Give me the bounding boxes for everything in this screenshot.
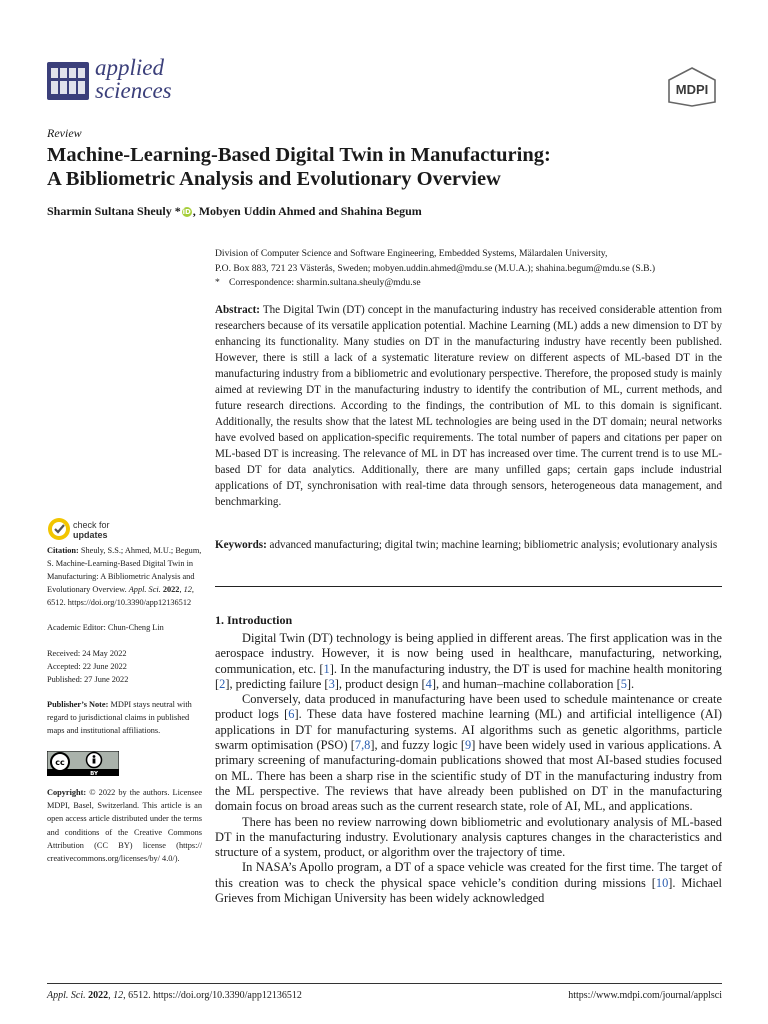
orcid-icon[interactable]: iD [182, 208, 191, 216]
abstract-label: Abstract: [215, 304, 260, 316]
footer-journal: Appl. Sci. [47, 990, 86, 1001]
cc-by-text: BY [90, 771, 98, 777]
citation-doi-link[interactable]: https://doi.org/10.3390/app12136512 [67, 598, 192, 608]
copyright-label: Copyright: [47, 788, 87, 798]
sidebar [47, 544, 202, 865]
citation-ref-3[interactable]: 3 [328, 676, 335, 691]
mdpi-logo-text: MDPI [675, 82, 709, 97]
affiliation-line-2: P.O. Box 883, 721 23 Västerås, Sweden; mobyen.uddin.ahmed@mdu.se (M.U.A.); shahina.begum@mdu.se (S.B.) [215, 262, 656, 274]
citation-ref-10[interactable]: 10 [655, 875, 669, 890]
citation-ref-4[interactable]: 4 [425, 676, 432, 691]
citation-volume: 12 [183, 585, 192, 595]
received-date: Received: 24 May 2022 [47, 648, 127, 658]
paragraph-3: There has been no review narrowing down bibliometric and evolutionary analysis of ML-based DT in the manufacturing industry. Evolutionary analysis captures changes in the characteristics and structure of a system, product, or algorithm over the trajectory of time. [215, 814, 722, 860]
footer-volume: 12 [113, 990, 124, 1001]
paragraph-4: In NASA’s Apollo program, a DT of a space vehicle was created for the first time. The target of this creation was to check the physical space vehicle’s condition during missions [10]. Michael Grieves from Michigan University has been widely acknowledged [215, 860, 722, 906]
paragraph-1: Digital Twin (DT) technology is being applied in different areas. The first application was in the aerospace industry. However, it is now being used in healthcare, manufacturing, networking, communication, etc. [1]. In the manufacturing industry, the DT is used for machine health monitoring [2], predicting failure [3], product design [4], and human–machine collaboration [5]. [215, 631, 722, 691]
cc-by-license-icon[interactable] [47, 751, 119, 776]
accepted-date: Accepted: 22 June 2022 [47, 661, 127, 671]
introduction-heading: 1. Introduction [215, 613, 293, 627]
affiliation-line-1: Division of Computer Science and Software Engineering, Embedded Systems, Mälardalen University, [215, 248, 608, 259]
check-updates-line-2: updates [73, 530, 108, 540]
citation-journal: Appl. Sci. [128, 585, 161, 595]
article-title [47, 143, 747, 191]
cc-logo-text: cc [55, 758, 65, 768]
mdpi-logo-icon [666, 67, 718, 107]
abstract [215, 302, 722, 510]
citation-label: Citation: [47, 546, 79, 555]
journal-name: applied sciences [95, 55, 172, 103]
citation: Citation: Sheuly, S.S.; Ahmed, M.U.; Begum, S. Machine-Learning-Based Digital Twin in Manufacturing: A Bibliometric Analysis and Evolutionary Overview. Appl. Sci. 2022, 12, 6512. https://doi.org/10.3390/app12136512 [47, 546, 202, 608]
citation-ref-1[interactable]: 1 [323, 661, 330, 676]
correspondence-email[interactable]: Correspondence: sharmin.sultana.sheuly@mdu.se [229, 277, 421, 288]
copyright-text: © 2022 by the authors. Licensee MDPI, Basel, Switzerland. This article is an open access article distributed under the terms and conditions of the Creative Commons Attribution (CC BY) license (https:// creativecommons.org/licenses/by/ 4.0/). [47, 788, 203, 863]
citation-text: Sheuly, S.S.; Ahmed, M.U.; Begum, S. Machine-Learning-Based Digital Twin in Manufacturing: A Bibliometric Analysis and Evolutionary Overview. [47, 546, 202, 595]
footer-journal-url[interactable]: https://www.mdpi.com/journal/applsci [568, 990, 722, 1001]
check-for-updates-icon [47, 517, 71, 541]
citation-ref-2[interactable]: 2 [219, 676, 226, 691]
keywords-text: advanced manufacturing; digital twin; machine learning; bibliometric analysis; evolutionary analysis [269, 539, 718, 551]
citation-year: 2022 [162, 585, 180, 595]
citation-ref-9[interactable]: 9 [464, 738, 472, 753]
footer-citation: Appl. Sci. 2022, 12, 6512. https://doi.org/10.3390/app12136512 [47, 990, 302, 1001]
citation-ref-5[interactable]: 5 [620, 676, 627, 691]
correspondence [215, 276, 735, 291]
publishers-note-text: MDPI stays neutral with regard to jurisdictional claims in published maps and institutional affiliations. [47, 699, 192, 736]
introduction-body [215, 631, 722, 906]
citation-ref-7-8[interactable]: 7,8 [354, 738, 371, 753]
mdpi-logo[interactable] [666, 67, 718, 107]
publishers-note-label: Publisher’s Note: [47, 699, 109, 709]
section-divider [215, 586, 722, 587]
published-date: Published: 27 June 2022 [47, 674, 129, 684]
citation-rest: , 6512. [47, 585, 194, 608]
correspondence-mark: * [215, 277, 220, 288]
keywords [215, 537, 722, 553]
publishers-note [47, 698, 202, 737]
article-type: Review [47, 126, 82, 140]
check-updates-line-1: check for [73, 520, 110, 530]
author-list [47, 204, 422, 219]
author-others[interactable]: , Mobyen Uddin Ahmed and Shahina Begum [192, 204, 422, 218]
paragraph-2: Conversely, data produced in manufacturing have been used to schedule maintenance or create product logs [6]. These data have fostered machine learning (ML) and artificial intelligence (AI) applications in DT for manufacturing systems. AI algorithms such as genetic algorithms, particle swarm optimisation (PSO) [7,8], and fuzzy logic [9] have been widely used in various applications. A primary screening of manufacturing-domain publications showed that most AI-based studies focused on ML. There has been a sharp rise in the scientific study of DT in the manufacturing industry from the ML perspective. The reviews that have already been published on DT in the manufacturing domain focus on broad areas such as the current research state, role of AI, ML, and applications. [215, 692, 722, 814]
affiliations [215, 247, 735, 291]
footer-divider [47, 983, 722, 984]
footer-year: 2022 [88, 990, 109, 1001]
citation-ref-6[interactable]: 6 [288, 707, 295, 722]
academic-editor: Academic Editor: Chun-Cheng Lin [47, 623, 164, 633]
journal-logo-icon [47, 62, 89, 100]
copyright [47, 786, 202, 865]
title-line-2: A Bibliometric Analysis and Evolutionary Overview [47, 168, 501, 190]
author-primary[interactable]: Sharmin Sultana Sheuly * [47, 204, 181, 218]
abstract-text: The Digital Twin (DT) concept in the manufacturing industry has received considerable attention from researchers because of its versatile application potential. Machine Learning (ML) adds a new dimension to DT by enhancing its functionality. Many studies on DT in the manufacturing industry have recently been published. However, there is still a lack of a systematic literature review on different aspects of ML-based DT in the manufacturing industry from a bibliometric and evolutionary perspective. Therefore, the proposed study is mainly aimed at reviewing DT in the manufacturing industry to identify the contribution of ML, current methods, and future research directions. According to the findings, the contribution of ML to this domain is significant. Additionally, the results show that the latest ML technologies are being used in the DT domain; neural networks have evolved based on application-specific requirements. The total number of papers and citations per paper on ML-based DT is increasing. The relevance of ML in DT has increased over time. The current trend is to use ML-based DT for data analytics. Additionally, there are many unfilled gaps; certain gaps include industrial applications of DT, synchronisation with real-time data through sensors, heterogeneous data management, and benchmarking. [215, 304, 722, 508]
title-line-1: Machine-Learning-Based Digital Twin in Manufacturing: [47, 144, 551, 166]
check-for-updates-button[interactable] [47, 517, 167, 545]
keywords-label: Keywords: [215, 539, 267, 551]
footer-doi[interactable]: , 6512. https://doi.org/10.3390/app12136512 [123, 990, 302, 1001]
